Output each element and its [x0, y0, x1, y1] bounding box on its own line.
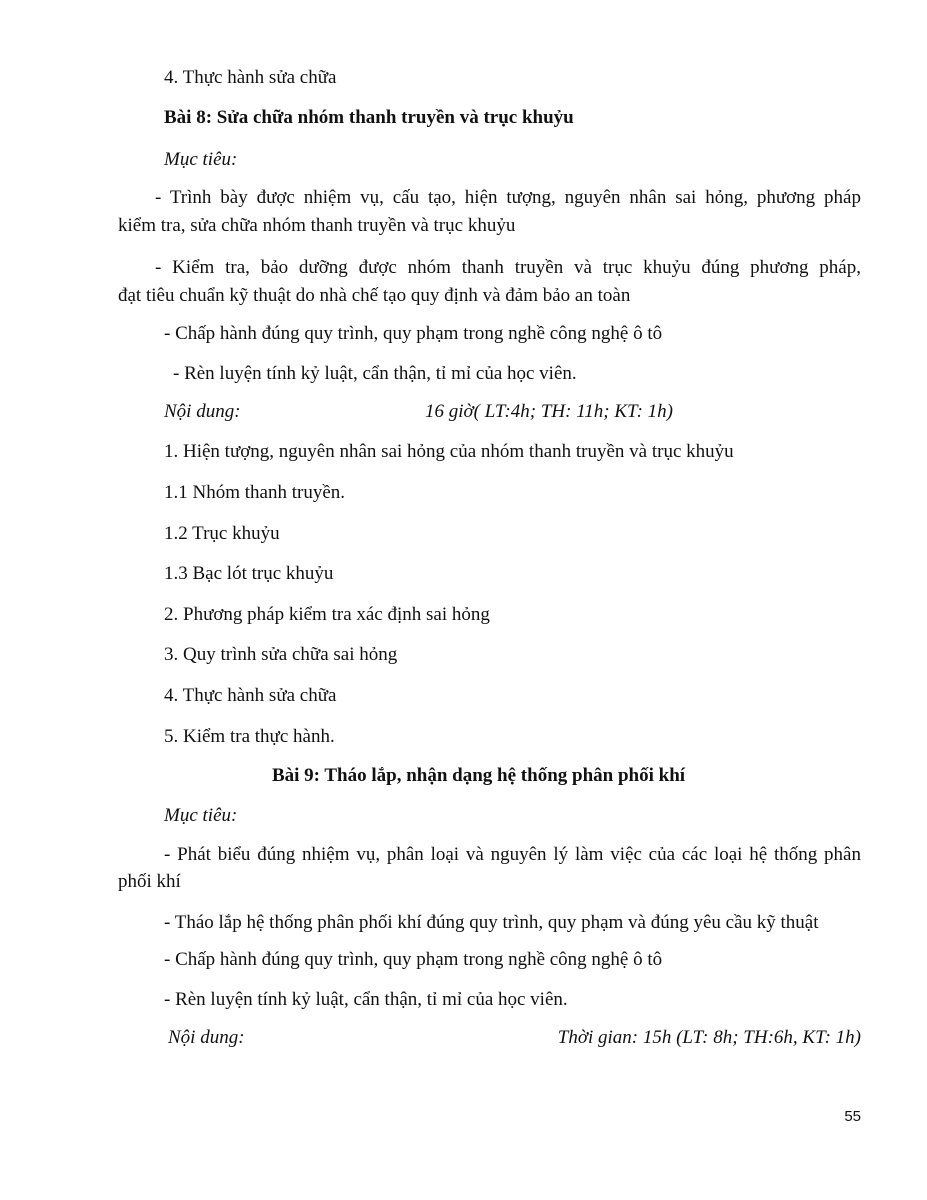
lesson8-title: Bài 8: Sửa chữa nhóm thanh truyền và trục khuỷu	[164, 107, 574, 128]
lesson8-objectives-label: Mục tiêu:	[164, 149, 238, 170]
lesson8-objective-4: - Rèn luyện tính kỷ luật, cẩn thận, tỉ mỉ của học viên.	[173, 363, 577, 384]
lesson9-objectives-label: Mục tiêu:	[164, 805, 238, 826]
lesson8-objective-2-line1: - Kiểm tra, bảo dưỡng được nhóm thanh truyền và trục khuỷu đúng phương pháp,	[155, 257, 861, 278]
lesson8-content-time: 16 giờ( LT:4h; TH: 11h; KT: 1h)	[425, 401, 673, 422]
lesson8-objective-2-line2: đạt tiêu chuẩn kỹ thuật do nhà chế tạo quy định và đảm bảo an toàn	[118, 285, 631, 306]
lesson8-content-item: 2. Phương pháp kiểm tra xác định sai hỏng	[164, 604, 490, 625]
lesson9-title: Bài 9: Tháo lắp, nhận dạng hệ thống phân phối khí	[271, 765, 686, 786]
lesson8-content-item: 4. Thực hành sửa chữa	[164, 685, 337, 706]
lesson8-content-item: 1.3 Bạc lót trục khuỷu	[164, 563, 334, 584]
lesson9-objective-1-line2: phối khí	[118, 871, 181, 892]
lesson8-content-item: 1. Hiện tượng, nguyên nhân sai hỏng của nhóm thanh truyền và trục khuỷu	[164, 441, 734, 462]
lesson8-objective-1-line1: - Trình bày được nhiệm vụ, cấu tạo, hiện tượng, nguyên nhân sai hỏng, phương pháp	[155, 187, 861, 208]
lesson8-objective-1-line2: kiểm tra, sửa chữa nhóm thanh truyền và trục khuỷu	[118, 215, 516, 236]
lesson8-content-label: Nội dung:	[164, 401, 241, 422]
lesson8-content-item: 5. Kiểm tra thực hành.	[164, 726, 335, 747]
lesson8-content-item: 1.2 Trục khuỷu	[164, 523, 280, 544]
page-number: 55	[844, 1108, 861, 1125]
lesson9-objective-3: - Chấp hành đúng quy trình, quy phạm trong nghề công nghệ ô tô	[164, 949, 663, 970]
lesson8-content-item: 3. Quy trình sửa chữa sai hỏng	[164, 644, 398, 665]
continued-item: 4. Thực hành sửa chữa	[164, 67, 337, 88]
lesson9-objective-4: - Rèn luyện tính kỷ luật, cẩn thận, tỉ mỉ của học viên.	[164, 989, 568, 1010]
lesson9-content-label: Nội dung:	[168, 1027, 245, 1048]
lesson9-content-time: Thời gian: 15h (LT: 8h; TH:6h, KT: 1h)	[557, 1027, 861, 1048]
lesson9-objective-2: - Tháo lắp hệ thống phân phối khí đúng quy trình, quy phạm và đúng yêu cầu kỹ thuật	[164, 912, 819, 933]
lesson9-objective-1-line1: - Phát biểu đúng nhiệm vụ, phân loại và nguyên lý làm việc của các loại hệ thống phân	[164, 844, 861, 865]
lesson8-objective-3: - Chấp hành đúng quy trình, quy phạm trong nghề công nghệ ô tô	[164, 323, 663, 344]
lesson8-content-item: 1.1 Nhóm thanh truyền.	[164, 482, 346, 503]
